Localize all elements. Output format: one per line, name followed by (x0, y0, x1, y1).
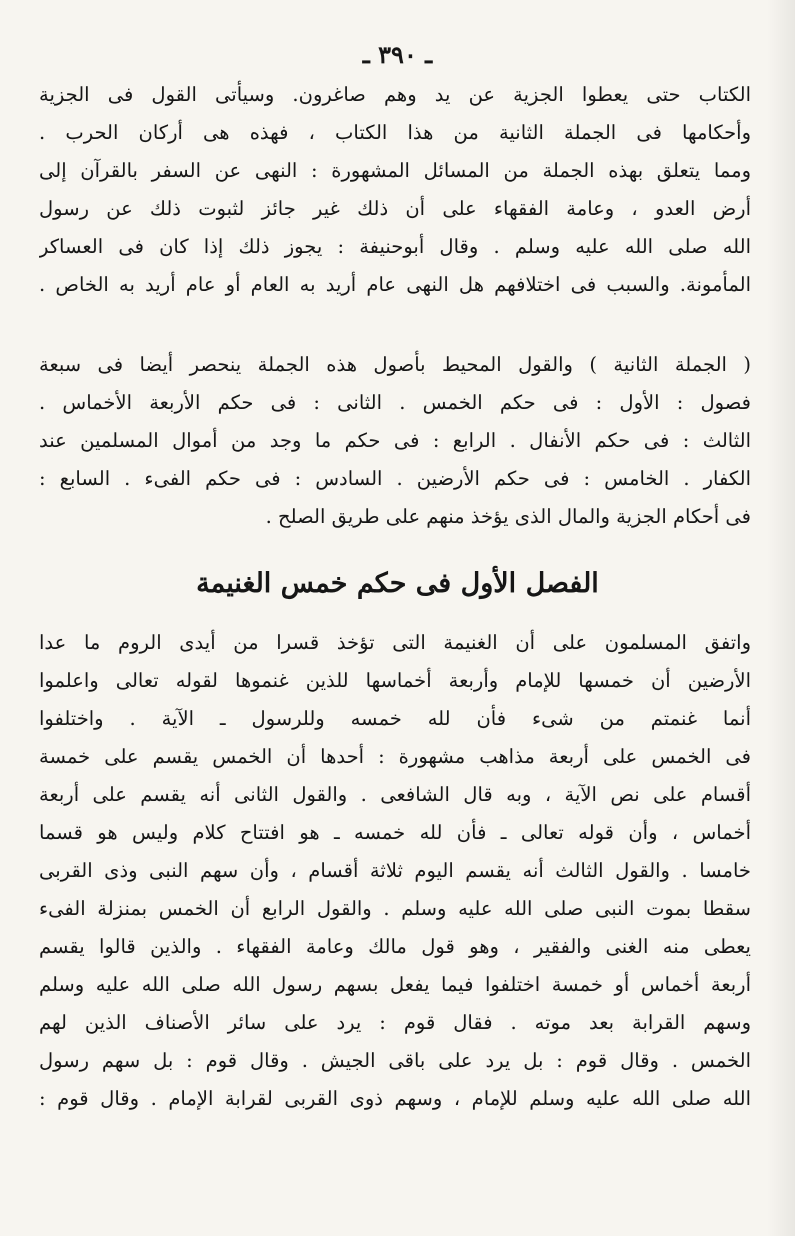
text-line: وأحكامها فى الجملة الثانية من هذا الكتاب ، فهذه هى أركان الحرب . (39, 121, 751, 144)
text-line: الثالث : فى حكم الأنفال . الرابع : فى حكم ما وجد من أموال المسلمين عند (39, 429, 751, 452)
text-line: فى الخمس على أربعة مذاهب مشهورة : أحدها أن الخمس يقسم على خمسة (39, 745, 751, 768)
text-line: أربعة أخماس أو خمسة اختلفوا فيما يفعل بسهم رسول الله صلى الله عليه وسلم (39, 973, 751, 996)
text-line: أرض العدو ، وعامة الفقهاء على أن ذلك غير جائز لثبوت ذلك عن رسول (39, 197, 751, 220)
paragraph-2 (39, 346, 751, 536)
section-heading: الفصل الأول فى حكم خمس الغنيمة (196, 568, 599, 599)
text-line: المأمونة. والسبب فى اختلافهم هل النهى عام أريد به العام أو عام أريد به الخاص . (39, 273, 751, 296)
page-edge-shadow (767, 0, 795, 1236)
text-line: فى أحكام الجزية والمال الذى يؤخذ منهم على طريق الصلح . (265, 505, 751, 528)
text-line: سقطا بموت النبى صلى الله عليه وسلم . والقول الرابع أن الخمس بمنزلة الفىء (39, 897, 751, 920)
text-line: ومما يتعلق بهذه الجملة من المسائل المشهورة : النهى عن السفر بالقرآن إلى (39, 159, 751, 182)
text-line: الله صلى الله عليه وسلم للإمام ، وسهم ذوى القربى لقرابة الإمام . وقال قوم : (39, 1087, 751, 1110)
text-line: ( الجملة الثانية ) والقول المحيط بأصول هذه الجملة ينحصر أيضا فى سبعة (39, 353, 751, 376)
text-line: أنما غنمتم من شىء فأن لله خمسه وللرسول ـ الآية . واختلفوا (39, 707, 751, 730)
text-line: الكتاب حتى يعطوا الجزية عن يد وهم صاغرون. وسيأتى القول فى الجزية (39, 83, 751, 106)
text-line: واتفق المسلمون على أن الغنيمة التى تؤخذ قسرا من أيدى الروم ما عدا (39, 631, 751, 654)
text-line: الأرضين أن خمسها للإمام وأربعة أخماسها للذين غنموها لقوله تعالى واعلموا (39, 669, 751, 692)
text-line: الخمس . وقال قوم : بل يرد على باقى الجيش . وقال قوم : بل سهم رسول (39, 1049, 751, 1072)
text-line: الله صلى الله عليه وسلم . وقال أبوحنيفة : يجوز ذلك إذا كان فى العساكر (39, 235, 751, 258)
text-line: فصول : الأول : فى حكم الخمس . الثانى : فى حكم الأربعة الأخماس . (39, 391, 751, 414)
text-line: أخماس ، وأن قوله تعالى ـ فأن لله خمسه ـ هو افتتاح كلام وليس هو قسما (39, 821, 751, 844)
paragraph-3 (39, 624, 751, 1118)
text-line: يعطى منه الغنى والفقير ، وهو قول مالك وعامة الفقهاء . والذين قالوا يقسم (39, 935, 751, 958)
page-number: ـ ٣٩٠ ـ (362, 40, 433, 69)
text-line: خامسا . والقول الثالث أنه يقسم اليوم ثلاثة أقسام ، وأن سهم النبى وذى القربى (39, 859, 751, 882)
paragraph-1 (39, 76, 751, 304)
text-line: وسهم القرابة بعد موته . فقال قوم : يرد على سائر الأصناف الذين لهم (39, 1011, 751, 1034)
text-line: أقسام على نص الآية ، وبه قال الشافعى . والقول الثانى أنه يقسم على أربعة (39, 783, 751, 806)
text-line: الكفار . الخامس : فى حكم الأرضين . السادس : فى حكم الفىء . السابع : (39, 467, 751, 490)
